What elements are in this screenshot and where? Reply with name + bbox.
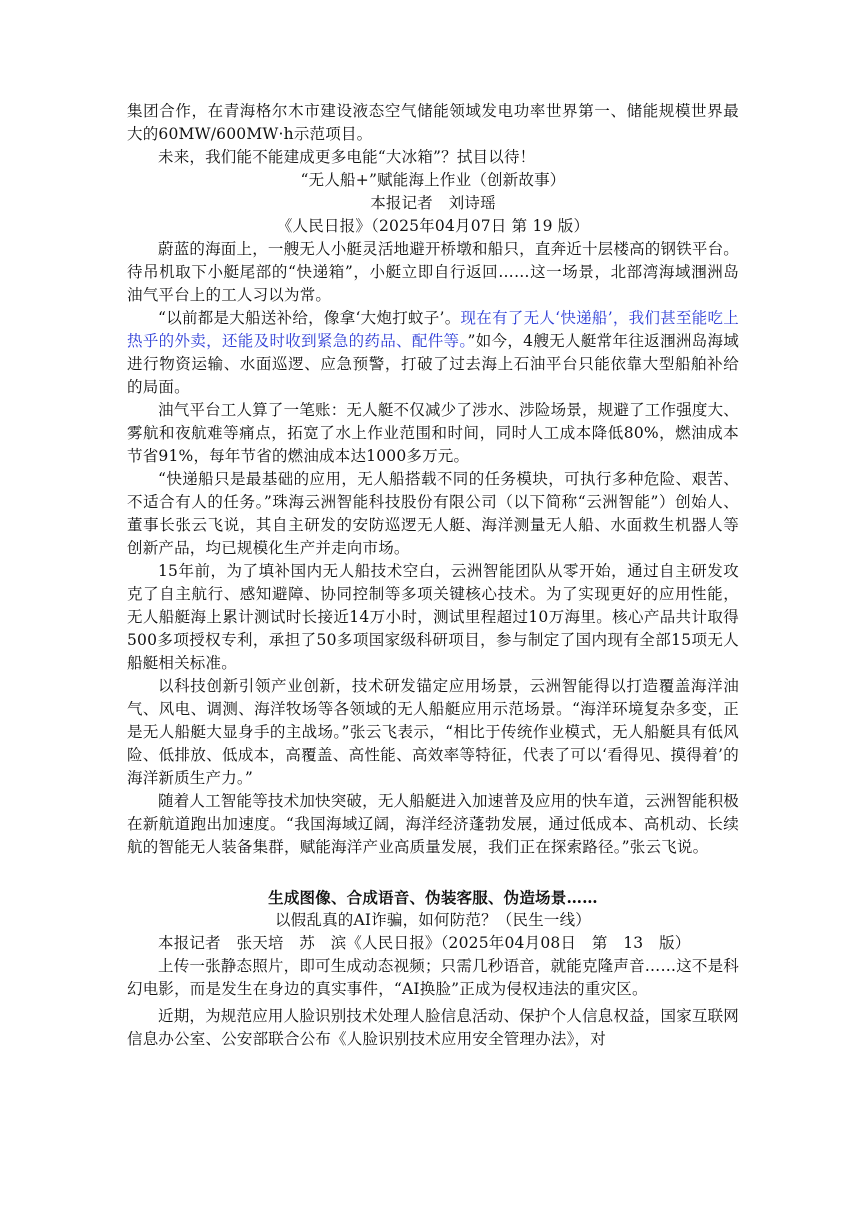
article2-p2-highlight: 现在有了无人‘快递船’，我们甚至能吃上热乎的外卖，还能及时收到紧急的药品、配件等。 bbox=[127, 309, 740, 350]
article3-paragraph-2: 近期，为规范应用人脸识别技术处理人脸信息活动、保护个人信息权益，国家互联网信息办公室、公安部联合公布《人脸识别技术应用安全管理办法》，对 bbox=[127, 1007, 739, 1048]
article2-paragraph-1: 蔚蓝的海面上，一艘无人小艇灵活地避开桥墩和船只，直奔近十层楼高的钢铁平台。待吊机取下小艇尾部的“快递箱”，小艇立即自行返回……这一场景，北部湾海域涠洲岛油气平台上的工人习以为常。 bbox=[127, 240, 739, 304]
article2-p2-rest: ”如今，4艘无人艇常年往返涠洲岛海域进行物资运输、水面巡逻、应急预警，打破了过去海上石油平台只能依靠大型船舶补给的局面。 bbox=[127, 332, 739, 396]
article2-p2-quote-start: “以前都是大船送补给，像拿‘大炮打蚊子’。 bbox=[158, 309, 461, 327]
article2-paragraph-7: 随着人工智能等技术加快突破，无人船艇进入加速普及应用的快车道，云洲智能积极在新航道跑出加速度。“我国海域辽阔，海洋经济蓬勃发展，通过低成本、高机动、长续航的智能无人装备集群，赋能海洋产业高质量发展，我们正在探索路径。”张云飞说。 bbox=[127, 792, 739, 856]
article2-source: 《人民日报》（2025年04月07日 第 19 版） bbox=[276, 217, 590, 235]
article3-headline-1: 生成图像、合成语音、伪装客服、伪造场景…… bbox=[268, 888, 598, 907]
article2-title: “无人船+”赋能海上作业（创新故事） bbox=[300, 171, 566, 189]
article2-paragraph-4: “快递船只是最基础的应用，无人船搭载不同的任务模块，可执行多种危险、艰苦、不适合有人的任务。”珠海云洲智能科技股份有限公司（以下简称“云洲智能”）创始人、董事长张云飞说，其自主研发的安防巡逻无人艇、海洋测量无人船、水面救生机器人等创新产品，均已规模化生产并走向市场。 bbox=[127, 470, 739, 557]
article2-paragraph-3: 油气平台工人算了一笔账：无人艇不仅减少了涉水、涉险场景，规避了工作强度大、雾航和夜航难等痛点，拓宽了水上作业范围和时间，同时人工成本降低80%，燃油成本节省91%，每年节省的燃油成本达1000多万元。 bbox=[127, 401, 739, 465]
article2-paragraph-2 bbox=[127, 307, 739, 399]
article2-paragraph-5: 15年前，为了填补国内无人船技术空白，云洲智能团队从零开始，通过自主研发攻克了自主航行、感知避障、协同控制等多项关键核心技术。为了实现更好的应用性能，无人船艇海上累计测试时长接近14万小时，测试里程超过10万海里。核心产品共计取得500多项授权专利，承担了50多项国家级科研项目，参与制定了国内现有全部15项无人船艇相关标准。 bbox=[127, 562, 739, 672]
document-body bbox=[127, 100, 739, 1051]
article3-paragraph-1: 上传一张静态照片，即可生成动态视频；只需几秒语音，就能克隆声音……这不是科幻电影，而是发生在身边的真实事件，“AI换脸”正成为侵权违法的重灾区。 bbox=[127, 957, 739, 998]
article1-closing: 未来，我们能不能建成更多电能“大冰箱”？拭目以待！ bbox=[158, 148, 536, 166]
article2-byline: 本报记者 刘诗瑶 bbox=[370, 194, 496, 212]
article2-paragraph-6: 以科技创新引领产业创新，技术研发锚定应用场景，云洲智能得以打造覆盖海洋油气、风电、调测、海洋牧场等各领域的无人船艇应用示范场景。“海洋环境复杂多变，正是无人船艇大显身手的主战场。”张云飞表示，“相比于传统作业模式，无人船艇具有低风险、低排放、低成本，高覆盖、高性能、高效率等特征，代表了可以‘看得见、摸得着’的海洋新质生产力。” bbox=[127, 677, 739, 787]
section-spacer bbox=[127, 859, 739, 886]
article3-byline: 本报记者 张天培 苏 滨《人民日报》（2025年04月08日 第 13 版） bbox=[158, 934, 691, 952]
article3-headline-2: 以假乱真的AI诈骗，如何防范？（民生一线） bbox=[274, 911, 592, 929]
article1-tail-paragraph: 集团合作，在青海格尔木市建设液态空气储能领域发电功率世界第一、储能规模世界最大的60MW/600MW·h示范项目。 bbox=[127, 102, 739, 143]
